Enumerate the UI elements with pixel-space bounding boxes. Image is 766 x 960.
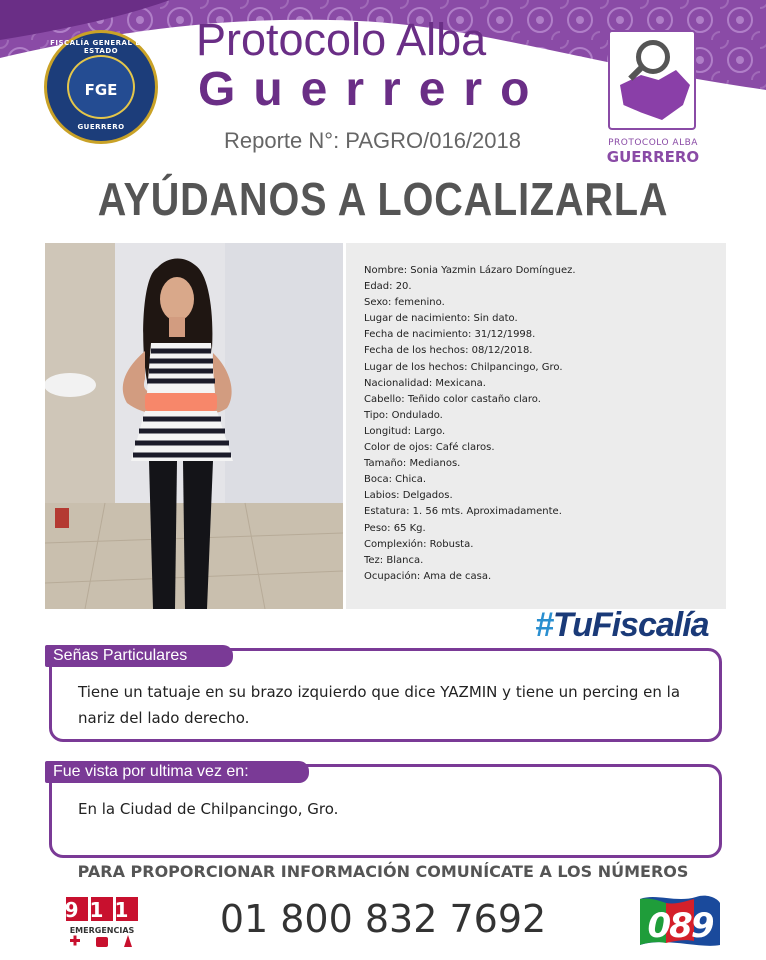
detail-ocupacion: Ocupación: Ama de casa. — [364, 570, 492, 582]
hashtag-word: TuFiscalía — [552, 606, 709, 644]
detail-nombre: Nombre: Sonia Yazmin Lázaro Domínguez. — [364, 265, 576, 276]
headline: AYÚDANOS A LOCALIZARLA — [97, 173, 669, 225]
fge-seal — [44, 30, 158, 144]
seal-bottom-text: GUERRERO — [77, 123, 125, 131]
details-list — [364, 263, 576, 585]
missing-person-photo — [45, 243, 343, 609]
detail-complexion: Complexión: Robusta. — [364, 538, 474, 550]
detail-edad: Edad: 20. — [364, 281, 412, 293]
detail-lugar-nacimiento: Lugar de nacimiento: Sin dato. — [364, 313, 518, 325]
footer-call-text: PARA PROPORCIONAR INFORMACIÓN COMUNÍCATE A LOS NÚMEROS — [77, 862, 689, 881]
phone-number: 01 800 832 7692 — [219, 897, 547, 941]
detail-fecha-hechos: Fecha de los hechos: 08/12/2018. — [364, 345, 533, 357]
vista-text: En la Ciudad de Chilpancingo, Gro. — [78, 800, 339, 818]
detail-estatura: Estatura: 1. 56 mts. Aproximadamente. — [364, 506, 562, 518]
report-number: Reporte N°: PAGRO/016/2018 — [224, 128, 521, 153]
logo-089-graphic — [636, 893, 722, 949]
detail-peso: Peso: 65 Kg. — [364, 522, 426, 534]
senas-text: Tiene un tatuaje en su brazo izquierdo que dice YAZMIN y tiene un percing en la nariz del lado derecho. — [78, 683, 681, 727]
vista-label: Fue vista por ultima vez en: — [45, 761, 309, 783]
detail-labios: Labios: Delgados. — [364, 490, 453, 502]
title-line-2: Guerrero — [198, 63, 548, 116]
detail-sexo: Sexo: femenino. — [364, 297, 445, 309]
photo-illustration — [45, 243, 343, 609]
senas-label: Señas Particulares — [45, 645, 233, 667]
hashtag-tufiscalia — [535, 606, 709, 645]
logo-089 — [636, 893, 722, 949]
detail-lugar-hechos: Lugar de los hechos: Chilpancingo, Gro. — [364, 361, 563, 373]
logo-911-digits: 911 — [66, 898, 138, 922]
detail-cabello: Cabello: Teñido color castaño claro. — [364, 393, 541, 405]
detail-color-ojos: Color de ojos: Café claros. — [364, 442, 495, 454]
detail-nacionalidad: Nacionalidad: Mexicana. — [364, 377, 486, 389]
alba-logo-caption-big: GUERRERO — [606, 148, 700, 166]
detail-tipo: Tipo: Ondulado. — [364, 409, 443, 421]
seal-center-text: FGE — [84, 81, 118, 99]
detail-boca: Boca: Chica. — [364, 474, 427, 486]
detail-longitud: Longitud: Largo. — [364, 425, 446, 437]
detail-tez: Tez: Blanca. — [364, 554, 424, 566]
detail-tamano: Tamaño: Medianos. — [364, 458, 461, 470]
logo-911-label: EMERGENCIAS — [69, 926, 135, 935]
title-line-1: Protocolo Alba — [196, 14, 487, 65]
detail-fecha-nacimiento: Fecha de nacimiento: 31/12/1998. — [364, 329, 536, 341]
alba-logo-caption-small: PROTOCOLO ALBA — [608, 138, 698, 148]
logo-089-text: 089 — [647, 906, 713, 946]
seal-top-text: FISCALÍA GENERAL DEL ESTADO — [50, 39, 152, 55]
hashtag-symbol: # — [535, 606, 553, 644]
